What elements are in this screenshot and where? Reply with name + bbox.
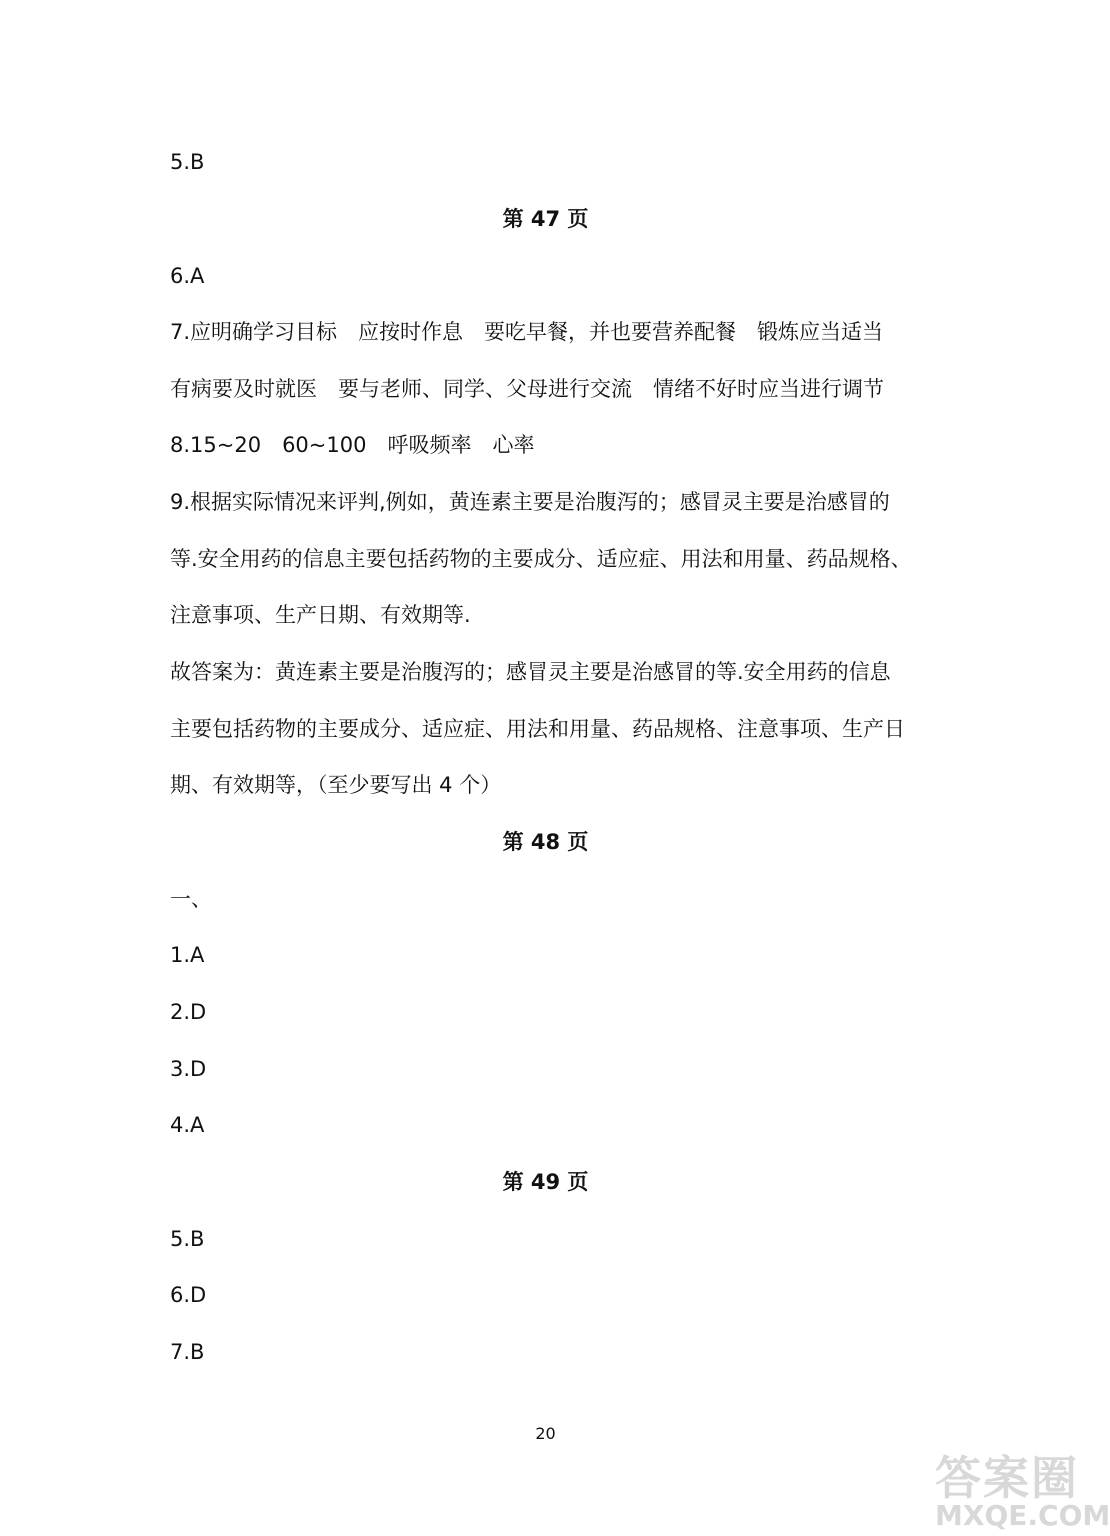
answer-line: 7.应明确学习目标 应按时作息 要吃早餐，并也要营养配餐 锻炼应当适当 (170, 320, 884, 344)
answer-line: 等.安全用药的信息主要包括药物的主要成分、适应症、用法和用量、药品规格、 (170, 547, 912, 571)
watermark-title: 答案圈 (935, 1451, 1079, 1505)
page-heading-47: 第 47 页 (502, 207, 589, 231)
answer-line: 2.D (170, 1000, 207, 1024)
answer-line: 3.D (170, 1057, 207, 1081)
watermark-logo (935, 1442, 1110, 1532)
answer-line: 注意事项、生产日期、有效期等. (170, 603, 471, 627)
answer-line: 主要包括药物的主要成分、适应症、用法和用量、药品规格、注意事项、生产日 (170, 717, 905, 741)
answer-line: 1.A (170, 943, 205, 967)
answer-line: 4.A (170, 1113, 205, 1137)
watermark-domain: MXQE.COM (935, 1499, 1110, 1532)
page-number: 20 (535, 1424, 556, 1443)
answer-line: 9.根据实际情况来评判,例如，黄连素主要是治腹泻的；感冒灵主要是治感冒的 (170, 490, 890, 514)
page-heading-48: 第 48 页 (502, 830, 589, 854)
page-heading-49: 第 49 页 (502, 1170, 589, 1194)
answer-line: 8.15~20 60~100 呼吸频率 心率 (170, 433, 535, 457)
answer-line: 故答案为：黄连素主要是治腹泻的；感冒灵主要是治感冒的等.安全用药的信息 (170, 660, 891, 684)
answer-line: 有病要及时就医 要与老师、同学、父母进行交流 情绪不好时应当进行调节 (170, 377, 884, 401)
answer-line: 6.A (170, 264, 205, 288)
answer-line: 5.B (170, 1227, 205, 1251)
section-label: 一、 (170, 887, 212, 911)
answer-line: 期、有效期等，（至少要写出 4 个） (170, 773, 502, 797)
answer-line: 6.D (170, 1283, 207, 1307)
answer-line: 7.B (170, 1340, 205, 1364)
answer-line: 5.B (170, 150, 205, 174)
